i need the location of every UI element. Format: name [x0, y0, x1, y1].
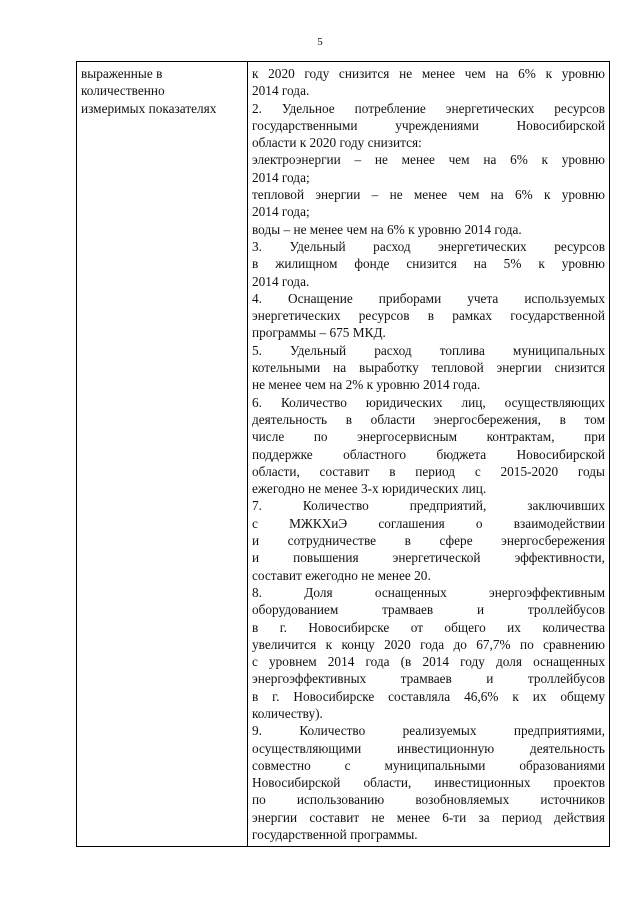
text-line: котельными на выработку тепловой энергии снизится: [252, 360, 605, 376]
left-cell-line: количественно: [81, 83, 165, 99]
text-line: области к 2020 году снизится:: [252, 135, 422, 151]
text-line: 2014 года.: [252, 83, 310, 99]
text-line: к 2020 году снизится не менее чем на 6% к уровню: [252, 66, 605, 81]
text-line: оборудованием трамваев и троллейбусов: [252, 602, 605, 618]
text-line: 2014 года;: [252, 169, 310, 185]
text-line: количеству).: [252, 705, 323, 721]
text-line: воды – не менее чем на 6% к уровню 2014 года.: [252, 221, 522, 237]
text-line: деятельность в области энергосбережения, в том: [252, 411, 605, 427]
left-cell-indicator-label: [81, 65, 243, 117]
text-line: с уровнем 2014 года (в 2014 году доля оснащенных: [252, 654, 605, 670]
text-line: в жилищном фонде снизится на 5% к уровню: [252, 256, 605, 272]
left-cell-line: выраженные в: [81, 66, 163, 81]
text-line: 5. Удельный расход топлива муниципальных: [252, 342, 605, 358]
text-line: 9. Количество реализуемых предприятиями,: [252, 723, 605, 739]
text-line: 2. Удельное потребление энергетических ресурсов: [252, 100, 605, 116]
text-line: 7. Количество предприятий, заключивших: [252, 498, 605, 514]
text-line: увеличится к концу 2020 года до 67,7% по сравнению: [252, 636, 605, 652]
text-line: тепловой энергии – не менее чем на 6% к уровню: [252, 187, 605, 203]
text-line: области, составит в период с 2015-2020 годы: [252, 463, 605, 479]
right-cell-expected-results: [252, 65, 605, 843]
text-line: энергии составит не менее 6-ти за период действия: [252, 809, 605, 825]
text-line: с МЖКХиЭ соглашения о взаимодействии: [252, 515, 605, 531]
indicators-table: [76, 61, 610, 847]
text-line: числе по энергосервисным контрактам, при: [252, 429, 605, 445]
text-line: не менее чем на 2% к уровню 2014 года.: [252, 377, 481, 393]
column-divider: [247, 62, 248, 846]
text-line: государственной программы.: [252, 827, 418, 843]
text-line: Новосибирской области, инвестиционных проектов: [252, 775, 605, 791]
text-line: осуществляющими инвестиционную деятельность: [252, 740, 605, 756]
text-line: 2014 года.: [252, 273, 310, 289]
text-line: составит ежегодно не менее 20.: [252, 567, 431, 583]
text-line: 6. Количество юридических лиц, осуществляющих: [252, 394, 605, 410]
text-line: 2014 года;: [252, 204, 310, 220]
text-line: 3. Удельный расход энергетических ресурсов: [252, 238, 605, 254]
text-line: по использованию возобновляемых источников: [252, 792, 605, 808]
text-line: 8. Доля оснащенных энергоэффективным: [252, 584, 605, 600]
text-line: энергетических ресурсов в рамках государственной: [252, 308, 605, 324]
left-cell-line: измеримых показателях: [81, 100, 217, 116]
text-line: 4. Оснащение приборами учета используемых: [252, 290, 605, 306]
text-line: и сотрудничестве в сфере энергосбережения: [252, 533, 605, 549]
text-line: государственными учреждениями Новосибирской: [252, 117, 605, 133]
text-line: поддержке областного бюджета Новосибирской: [252, 446, 605, 462]
text-line: электроэнергии – не менее чем на 6% к уровню: [252, 152, 605, 168]
text-line: в г. Новосибирске составляла 46,6% к их общему: [252, 688, 605, 704]
text-line: совместно с муниципальными образованиями: [252, 757, 605, 773]
text-line: в г. Новосибирске от общего их количества: [252, 619, 605, 635]
page-number: 5: [317, 36, 323, 48]
text-line: программы – 675 МКД.: [252, 325, 386, 341]
text-line: и повышения энергетической эффективности,: [252, 550, 605, 566]
text-line: ежегодно не менее 3-х юридических лиц.: [252, 481, 487, 497]
text-line: энергоэффективных трамваев и троллейбусов: [252, 671, 605, 687]
